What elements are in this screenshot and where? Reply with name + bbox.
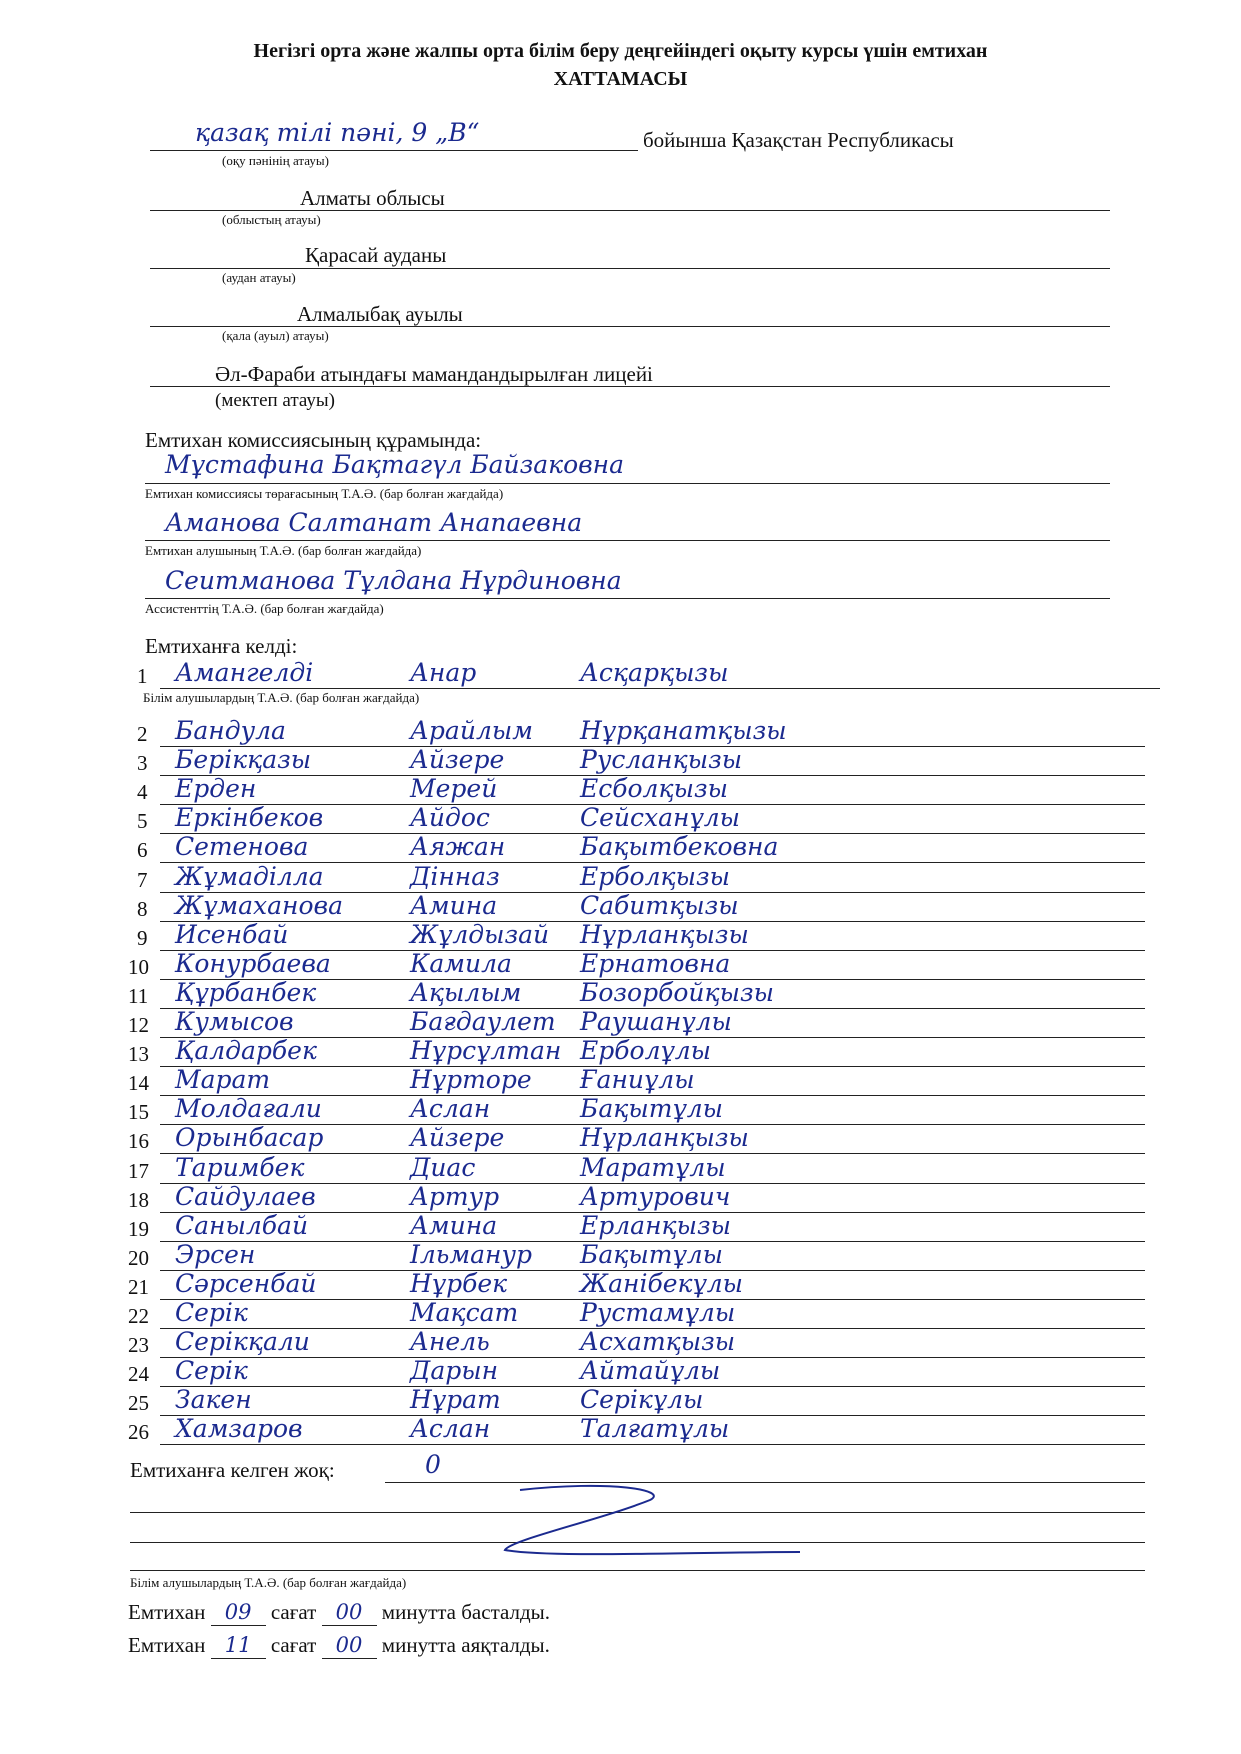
student-number: 9	[137, 925, 148, 950]
student-last-name: Жұмаханова	[175, 890, 343, 920]
examiner-caption: Емтихан алушының Т.А.Ә. (бар болған жағдайда)	[145, 543, 422, 558]
student-first-name: Айдос	[410, 803, 490, 833]
student-last-name: Ерден	[175, 774, 257, 804]
chair-name: Мұстафина Бақтагүл Байзаковна	[165, 450, 625, 479]
end-hour: 11	[224, 1633, 252, 1657]
region-value: Алматы облысы	[300, 186, 445, 210]
commission-label: Емтихан комиссиясының құрамында:	[145, 428, 482, 452]
chair-caption: Емтихан комиссиясы төрағасының Т.А.Ә. (бар болған жағдайда)	[145, 486, 504, 501]
student-patronymic: Нұрланқызы	[580, 1123, 749, 1153]
student-patronymic: Бақытбековна	[580, 832, 779, 862]
strike-through-mark	[490, 1480, 810, 1560]
end-hour-label: сағат	[270, 1633, 317, 1657]
student-number: 1	[137, 664, 148, 688]
student-row-line	[160, 688, 1160, 689]
student-first-name: Аяжан	[410, 832, 506, 862]
student-patronymic: Ерболқызы	[580, 861, 730, 891]
student-number: 26	[128, 1420, 149, 1445]
student-number: 14	[128, 1071, 149, 1096]
student-patronymic: Сабитқызы	[580, 890, 739, 920]
student-last-name: Серік	[175, 1298, 248, 1327]
student-last-name: Конурбаева	[175, 948, 331, 978]
student-number: 17	[128, 1158, 149, 1183]
student-patronymic: Айтайұлы	[580, 1356, 721, 1386]
document-subtitle: ХАТТАМАСЫ	[553, 68, 688, 90]
student-patronymic: Ғаниұлы	[580, 1065, 695, 1095]
exam-end-line	[128, 1633, 550, 1659]
student-patronymic: Артурович	[580, 1181, 731, 1211]
student-last-name: Исенбай	[175, 919, 289, 949]
student-number: 7	[137, 867, 148, 892]
student-number: 11	[128, 983, 149, 1008]
student-patronymic: Бақытұлы	[580, 1239, 724, 1269]
student-first-name: Мақсат	[410, 1298, 519, 1327]
student-last-name: Хамзаров	[175, 1414, 303, 1444]
student-patronymic: Рустамұлы	[580, 1298, 736, 1327]
student-first-name: Нұрторе	[410, 1065, 532, 1095]
student-number: 18	[128, 1187, 149, 1212]
student-first-name: Айзере	[410, 1123, 505, 1153]
student-number: 22	[128, 1304, 149, 1328]
end-suffix: минутта аяқталды.	[381, 1633, 550, 1657]
student-last-name: Закен	[175, 1385, 252, 1415]
student-last-name: Еркінбеков	[175, 803, 324, 833]
student-number: 20	[128, 1245, 149, 1270]
student-first-name: Анель	[410, 1327, 490, 1357]
student-number: 15	[128, 1100, 149, 1125]
student-first-name: Арайлым	[410, 716, 533, 745]
student-patronymic: Бақытұлы	[580, 1094, 724, 1124]
student-last-name: Бандула	[175, 716, 286, 745]
student-number: 13	[128, 1042, 149, 1067]
student-last-name: Қалдарбек	[175, 1036, 317, 1066]
student-first-name: Бағдаулет	[410, 1007, 556, 1036]
student-number: 25	[128, 1391, 149, 1416]
student-last-name: Серікқали	[175, 1327, 310, 1357]
subject-caption: (оқу пәнінің атауы)	[222, 153, 329, 168]
student-first-name: Артур	[410, 1181, 500, 1211]
start-suffix: минутта басталды.	[381, 1600, 551, 1624]
student-first-name: Айзере	[410, 745, 505, 775]
student-last-name: Жұмаділла	[175, 861, 324, 891]
student-first-name: Нұрсұлтан	[410, 1036, 562, 1066]
student-patronymic: Жанібекұлы	[580, 1268, 743, 1298]
district-value: Қарасай ауданы	[305, 243, 447, 267]
attended-label: Емтиханға келді:	[145, 634, 298, 658]
student-first-name: Диас	[410, 1152, 476, 1182]
student-first-name: Камила	[410, 948, 512, 978]
student-first-name: Дінназ	[410, 861, 500, 891]
student-number: 21	[128, 1274, 149, 1299]
student-row-line	[160, 1444, 1145, 1445]
student-patronymic: Ерланқызы	[580, 1210, 732, 1240]
students-caption: Білім алушылардың Т.А.Ә. (бар болған жағдайда)	[143, 690, 420, 705]
student-number: 19	[128, 1216, 149, 1241]
student-patronymic: Раушанұлы	[580, 1007, 732, 1036]
assistant-caption: Ассистенттің Т.А.Ә. (бар болған жағдайда)	[145, 601, 384, 616]
student-last-name: Таримбек	[175, 1152, 305, 1182]
student-first-name: Нұрбек	[410, 1268, 508, 1298]
subject-value: қазақ тілі пәні, 9 „В“	[195, 118, 480, 147]
start-hour: 09	[224, 1600, 252, 1624]
school-caption: (мектеп атауы)	[215, 390, 335, 411]
student-patronymic: Асқарқызы	[580, 658, 729, 687]
student-patronymic: Ернатовна	[580, 948, 731, 978]
student-number: 6	[137, 838, 148, 863]
examiner-name: Аманова Салтанат Анапаевна	[165, 508, 583, 537]
student-number: 5	[137, 809, 148, 834]
student-last-name: Амангелді	[175, 658, 314, 687]
student-last-name: Молдағали	[175, 1094, 322, 1124]
assistant-name: Сеитманова Тұлдана Нұрдиновна	[165, 566, 622, 595]
student-last-name: Санылбай	[175, 1210, 309, 1240]
student-first-name: Ільманур	[410, 1239, 533, 1269]
student-number: 3	[137, 751, 148, 776]
student-patronymic: Сейсханұлы	[580, 803, 741, 833]
student-first-name: Ақылым	[410, 977, 522, 1007]
document-title: Негізгі орта және жалпы орта білім беру деңгейіндегі оқыту курсы үшін емтихан	[253, 40, 988, 62]
student-patronymic: Ерболұлы	[580, 1036, 712, 1066]
start-hour-label: сағат	[270, 1600, 317, 1624]
absent-value: 0	[425, 1450, 441, 1479]
student-first-name: Анар	[410, 658, 477, 687]
start-minute: 00	[335, 1600, 363, 1624]
student-patronymic: Нұрланқызы	[580, 919, 749, 949]
student-last-name: Құрбанбек	[175, 977, 317, 1007]
student-patronymic: Серікұлы	[580, 1385, 704, 1415]
student-patronymic: Бозорбойқызы	[580, 977, 774, 1007]
student-last-name: Берікқазы	[175, 745, 312, 775]
student-first-name: Жұлдызай	[410, 919, 550, 949]
student-last-name: Эрсен	[175, 1239, 256, 1269]
student-patronymic: Маратұлы	[580, 1152, 726, 1182]
student-patronymic: Есболқызы	[580, 774, 728, 804]
student-number: 10	[128, 954, 149, 979]
student-first-name: Нұрат	[410, 1385, 501, 1415]
student-number: 12	[128, 1013, 149, 1037]
student-last-name: Сайдулаев	[175, 1181, 316, 1211]
student-last-name: Серік	[175, 1356, 248, 1386]
student-last-name: Сетенова	[175, 832, 309, 862]
region-caption: (облыстың атауы)	[222, 212, 321, 227]
subject-suffix: бойынша Қазақстан Республикасы	[643, 128, 954, 152]
student-number: 4	[137, 780, 148, 805]
student-last-name: Орынбасар	[175, 1123, 324, 1153]
student-last-name: Кумысов	[175, 1007, 294, 1036]
absent-label: Емтиханға келген жоқ:	[130, 1458, 335, 1482]
student-last-name: Марат	[175, 1065, 271, 1095]
student-number: 2	[137, 722, 148, 746]
student-patronymic: Талғатұлы	[580, 1414, 730, 1444]
student-number: 23	[128, 1333, 149, 1358]
town-value: Алмалыбақ ауылы	[297, 302, 463, 326]
end-prefix: Емтихан	[128, 1633, 206, 1657]
student-patronymic: Асхатқызы	[580, 1327, 736, 1357]
student-number: 16	[128, 1129, 149, 1154]
student-last-name: Сәрсенбай	[175, 1268, 317, 1298]
student-first-name: Амина	[410, 890, 498, 920]
student-patronymic: Нұрқанатқызы	[580, 716, 787, 745]
student-first-name: Аслан	[410, 1414, 491, 1444]
student-first-name: Амина	[410, 1210, 498, 1240]
exam-start-line	[128, 1600, 550, 1626]
start-prefix: Емтихан	[128, 1600, 206, 1624]
absent-caption: Білім алушылардың Т.А.Ә. (бар болған жағдайда)	[130, 1575, 407, 1590]
school-value: Әл-Фараби атындағы мамандандырылған лицейі	[215, 362, 653, 386]
student-number: 8	[137, 896, 148, 921]
student-first-name: Аслан	[410, 1094, 491, 1124]
end-minute: 00	[335, 1633, 363, 1657]
student-patronymic: Русланқызы	[580, 745, 743, 775]
town-caption: (қала (ауыл) атауы)	[222, 328, 329, 343]
student-number: 24	[128, 1362, 149, 1387]
student-first-name: Мерей	[410, 774, 498, 804]
student-first-name: Дарын	[410, 1356, 499, 1386]
district-caption: (аудан атауы)	[222, 270, 296, 285]
